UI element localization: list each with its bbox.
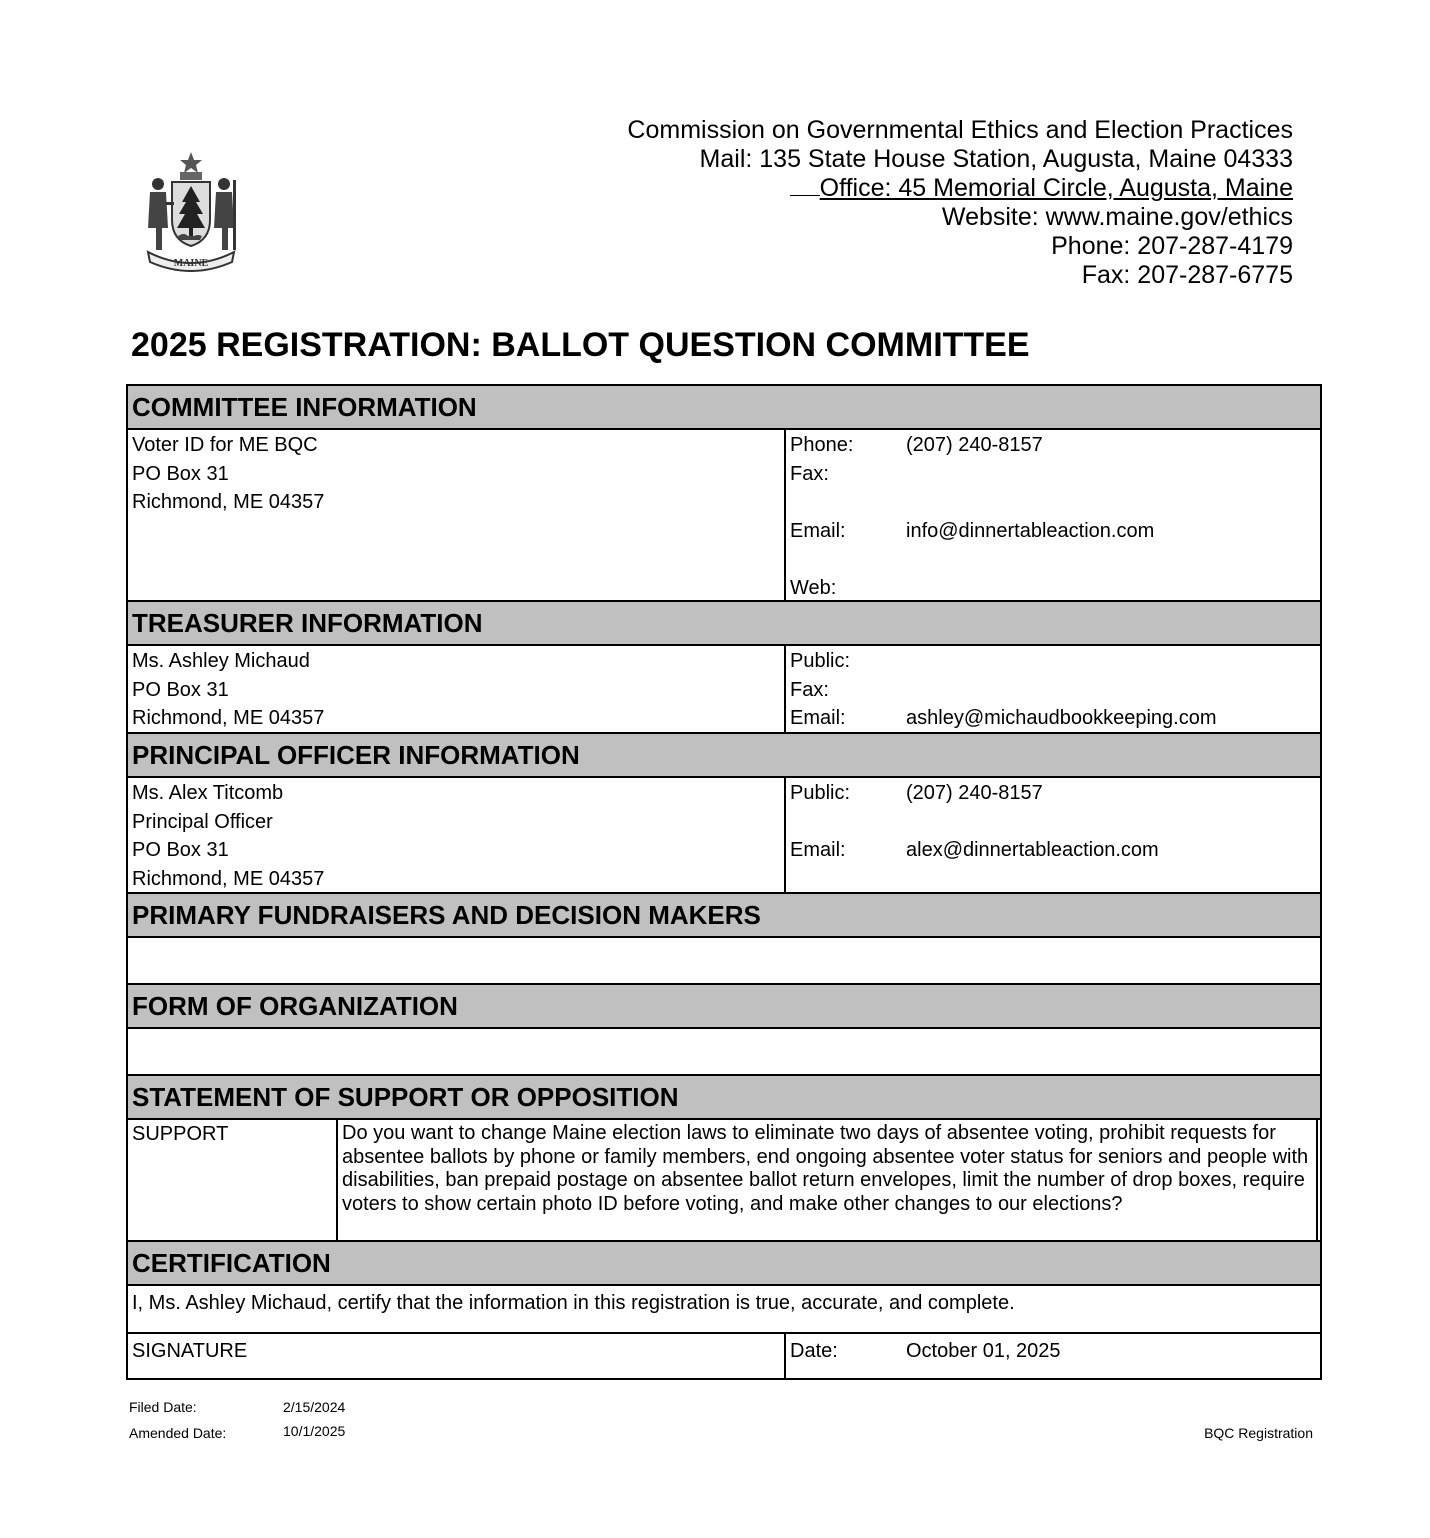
treasurer-email-label: Email: [790,707,846,729]
committee-email-label: Email: [790,519,846,542]
date-label: Date: [790,1340,838,1362]
committee-phone: (207) 240-8157 [906,434,1043,456]
phone: Phone: 207-287-4179 [1051,232,1293,260]
certification-text: I, Ms. Ashley Michaud, certify that the information in this registration is true, accurate, and complete. [128,1286,1320,1334]
principal-phone: (207) 240-8157 [906,782,1043,804]
committee-fax-label: Fax: [790,462,829,485]
principal-role: Principal Officer [132,810,273,833]
ballot-question: Do you want to change Maine election laws to eliminate two days of absentee voting, prohibit requests for absentee ballots by phone or family members, end ongoing absentee voter status for seniors and people with disabilities, ban prepaid postage on absentee ballot return envelopes, limit the number of drop boxes, require voters to show certain photo ID before voting, and make other changes to our elections? [338,1120,1318,1240]
amended-date: 10/1/2025 [283,1423,346,1439]
filed-date: 2/15/2024 [283,1399,346,1415]
form-name: BQC Registration [1204,1425,1313,1441]
principal-info-row [128,778,1320,894]
website: Website: www.maine.gov/ethics [941,203,1293,231]
treasurer-email: ashley@michaudbookkeeping.com [906,707,1217,729]
committee-address1: PO Box 31 [132,462,229,485]
treasurer-address2: Richmond, ME 04357 [132,707,325,729]
fax: Fax: 207-287-6775 [1081,261,1293,289]
fundraisers-heading: PRIMARY FUNDRAISERS AND DECISION MAKERS [128,894,1320,938]
statement-position: SUPPORT [128,1120,338,1240]
signature-row [128,1334,1320,1380]
treasurer-name: Ms. Ashley Michaud [132,650,310,672]
statement-row [128,1120,1320,1242]
maine-state-seal [136,150,246,272]
svg-text:MAINE: MAINE [173,258,209,269]
principal-public-label: Public: [790,782,851,804]
organization-heading: FORM OF ORGANIZATION [128,985,1320,1029]
statement-heading: STATEMENT OF SUPPORT OR OPPOSITION [128,1076,1320,1120]
treasurer-public-label: Public: [790,650,851,672]
signature-label: SIGNATURE [128,1334,786,1378]
committee-phone-label: Phone: [790,434,854,456]
principal-name: Ms. Alex Titcomb [132,782,284,804]
principal-heading: PRINCIPAL OFFICER INFORMATION [128,734,1320,778]
office-address: Office: 45 Memorial Circle, Augusta, Maine [790,174,1293,202]
fundraisers-content [128,938,1320,985]
committee-web-label: Web: [790,576,837,599]
mail-address: Mail: 135 State House Station, Augusta, Maine 04333 [699,145,1293,173]
organization-content [128,1029,1320,1076]
principal-address1: PO Box 31 [132,839,229,861]
committee-heading: COMMITTEE INFORMATION [128,386,1320,430]
letterhead [627,116,1293,290]
signature-date: October 01, 2025 [906,1340,1061,1362]
page-title: 2025 REGISTRATION: BALLOT QUESTION COMMITTEE [131,326,1030,364]
certification-heading: CERTIFICATION [128,1242,1320,1286]
filed-date-label: Filed Date: [129,1399,197,1415]
treasurer-address1: PO Box 31 [132,678,229,701]
committee-info-row [128,430,1320,602]
amended-date-label: Amended Date: [129,1425,227,1441]
principal-email: alex@dinnertableaction.com [906,839,1159,861]
committee-name: Voter ID for ME BQC [132,434,318,456]
treasurer-fax-label: Fax: [790,678,829,701]
committee-address2: Richmond, ME 04357 [132,491,325,513]
committee-email: info@dinnertableaction.com [906,519,1155,542]
registration-form [126,384,1322,1380]
treasurer-heading: TREASURER INFORMATION [128,602,1320,646]
treasurer-info-row [128,646,1320,734]
principal-address2: Richmond, ME 04357 [132,867,325,890]
principal-email-label: Email: [790,839,846,861]
commission-name: Commission on Governmental Ethics and Election Practices [627,116,1293,144]
